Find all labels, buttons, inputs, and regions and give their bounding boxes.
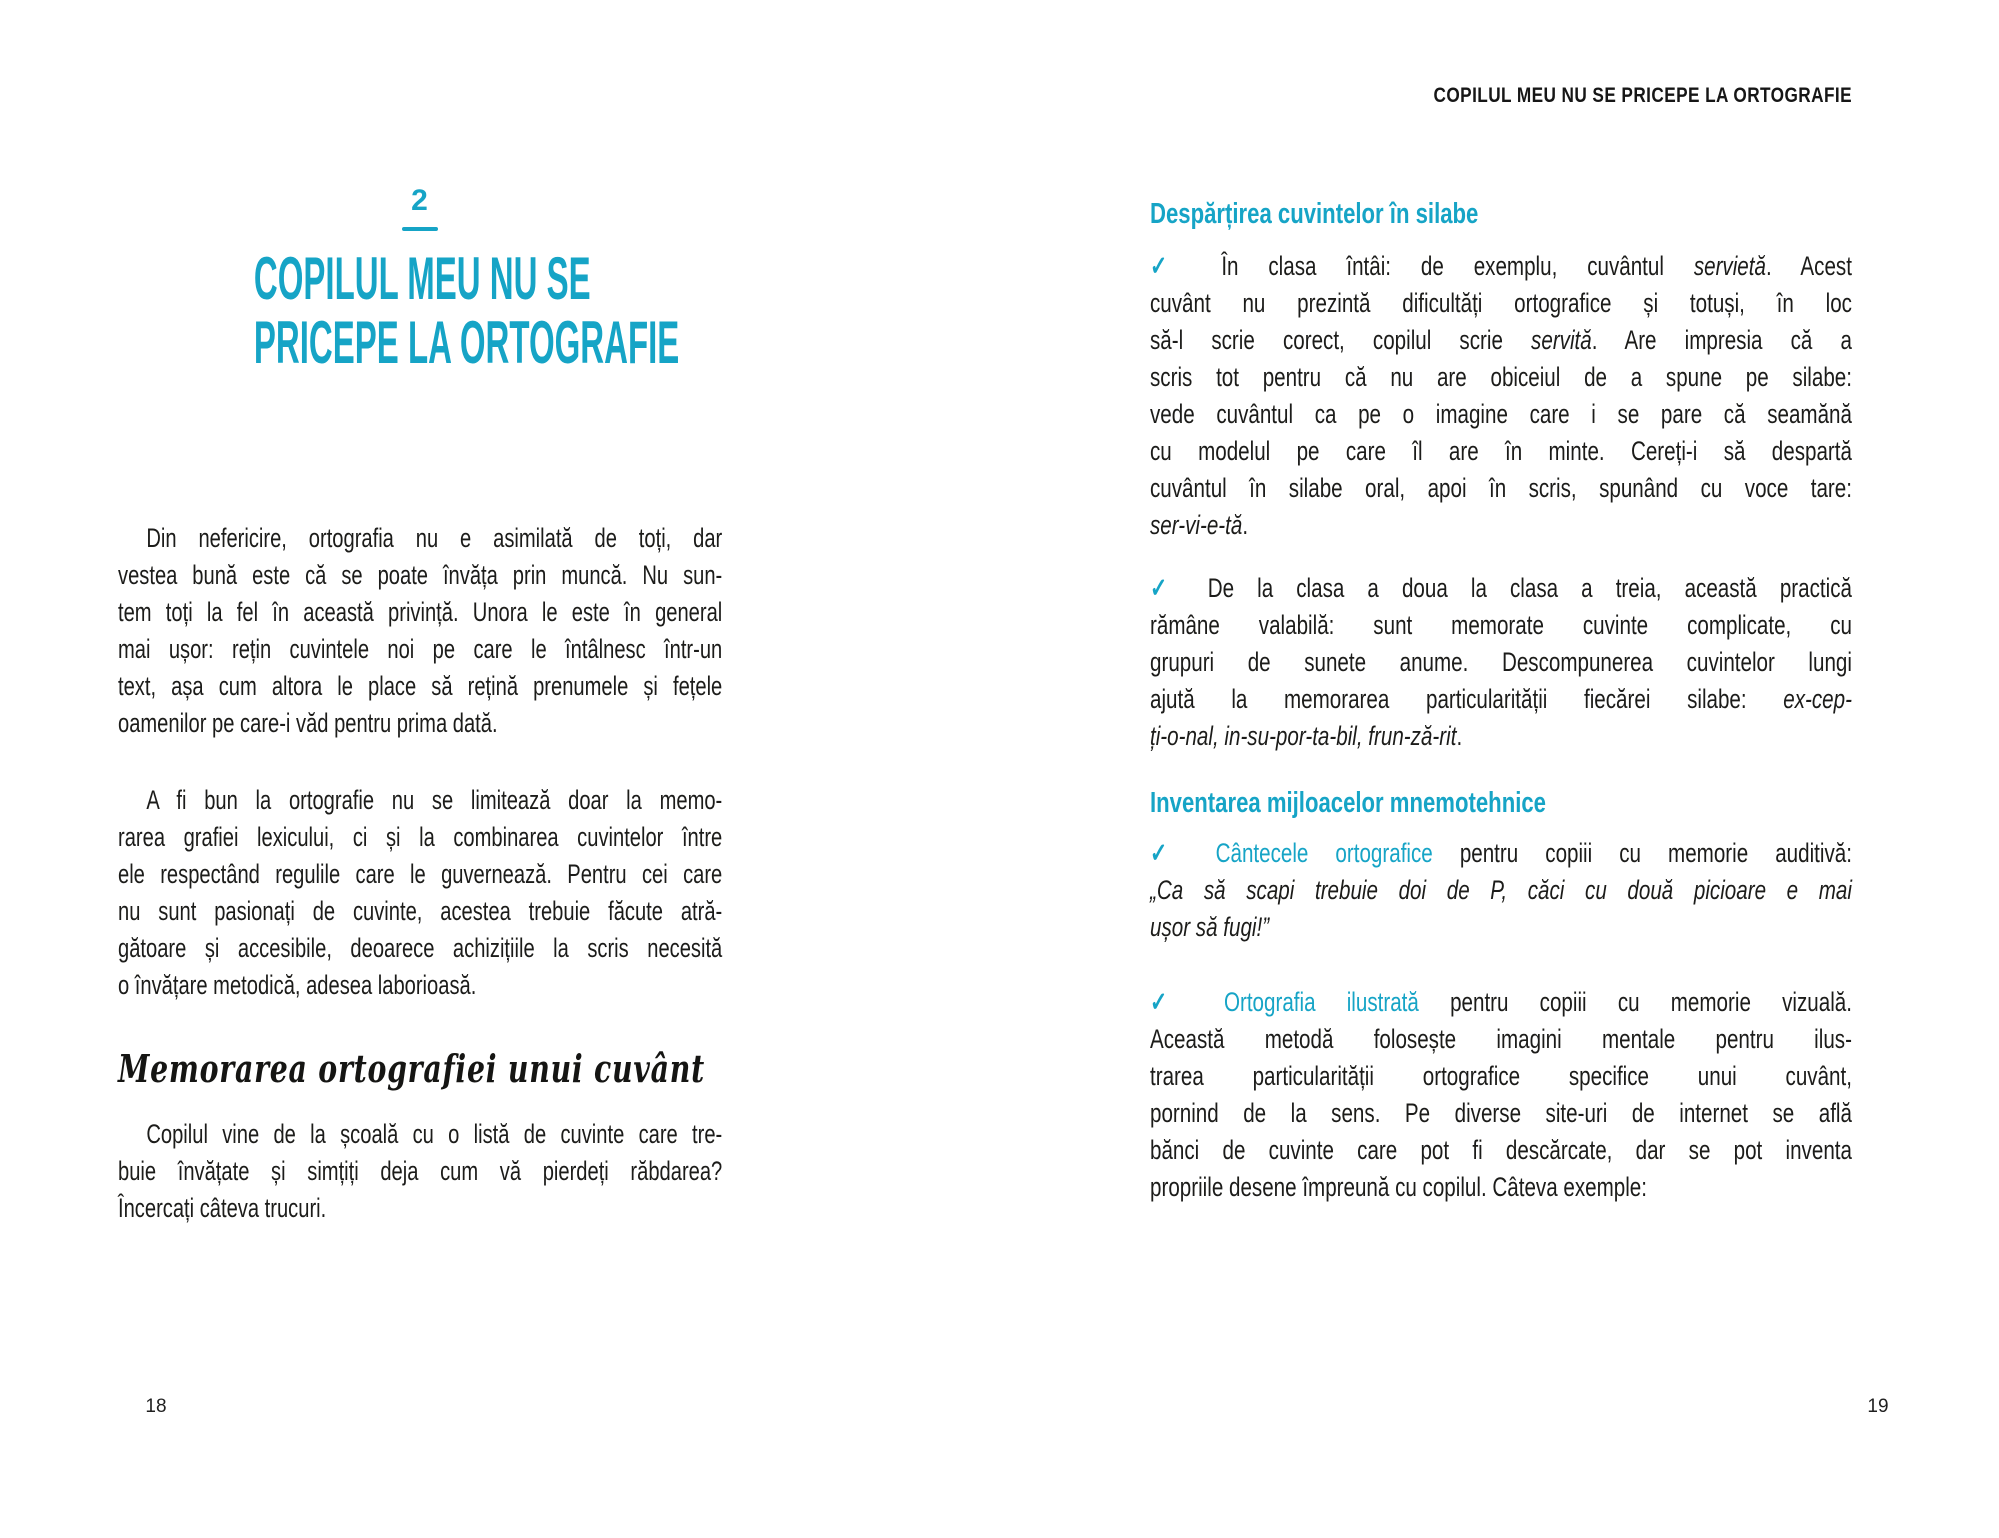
text-segment: . [1456, 721, 1463, 751]
text-segment: A fi bun la ortografie nu se limitează doar la memo- [146, 785, 723, 815]
text-segment: să-l scrie corect, copilul scrie [1150, 325, 1532, 355]
text-segment: De la clasa a doua la clasa a treia, această practică [1184, 573, 1852, 603]
text-segment: Copilul vine de la școală cu o listă de cuvinte care tre- [146, 1119, 723, 1149]
text-line [1150, 507, 1852, 544]
right-page-body [1150, 196, 1852, 1206]
chapter-number: 2 [411, 184, 429, 217]
paragraph [118, 1116, 722, 1227]
section-heading-syllables: Despărțirea cuvintelor în silabe [1150, 198, 1479, 230]
left-page-body [118, 520, 722, 1227]
text-segment: ser-vi-e-tă [1150, 510, 1243, 540]
text-segment: oamenilor pe care-i văd pentru prima dată. [118, 708, 498, 738]
paragraph [1150, 835, 1852, 946]
text-line [1150, 248, 1852, 285]
text-line [118, 1116, 722, 1153]
text-line [118, 668, 722, 705]
text-segment: pentru copiii cu memorie vizuală. [1418, 987, 1852, 1017]
check-icon: ✓ [1150, 573, 1185, 603]
text-segment: bănci de cuvinte care pot fi descărcate, dar se pot inventa [1150, 1135, 1852, 1165]
text-line [118, 782, 722, 819]
text-segment: grupuri de sunete anume. Descompunerea cuvintelor lungi [1150, 647, 1852, 677]
text-segment: ajută la memorarea particularității fiecărei silabe: [1150, 684, 1784, 714]
text-line [1150, 644, 1852, 681]
text-line [1150, 872, 1852, 909]
text-segment: Încercați câteva trucuri. [118, 1193, 327, 1223]
text-line [1150, 1169, 1852, 1206]
text-line [118, 967, 722, 1004]
text-line [1150, 285, 1852, 322]
text-line [1150, 322, 1852, 359]
text-line [1150, 984, 1852, 1021]
text-segment: „Ca să scapi trebuie doi de P, căci cu două picioare e mai [1150, 875, 1852, 905]
text-line [1150, 607, 1852, 644]
text-segment: . Acest [1765, 251, 1852, 281]
text-line [1150, 1132, 1852, 1169]
paragraph [118, 782, 722, 1004]
text-segment: ți-o-nal, in-su-por-ta-bil, frun-ză-rit [1150, 721, 1457, 751]
chapter-header [118, 185, 722, 375]
text-segment: vestea bună este că se poate învăța prin muncă. Nu sun- [118, 560, 723, 590]
text-line [1150, 1058, 1852, 1095]
text-line [118, 557, 722, 594]
text-line [118, 520, 722, 557]
text-segment: pornind de la sens. Pe diverse site-uri de internet se află [1150, 1098, 1852, 1128]
check-icon: ✓ [1150, 251, 1192, 281]
text-line [1150, 1021, 1852, 1058]
script-subheading: Memorarea ortografiei unui cuvânt [118, 1046, 705, 1091]
text-segment: ele respectând regulile care le guvernează. Pentru cei care [118, 859, 723, 889]
text-segment: scris tot pentru că nu are obiceiul de a spune pe silabe: [1150, 362, 1852, 392]
text-segment: pentru copiii cu memorie auditivă: [1432, 838, 1852, 868]
text-segment [1189, 838, 1216, 868]
text-segment: rarea grafiei lexicului, ci și la combinarea cuvintelor între [118, 822, 723, 852]
text-line [118, 856, 722, 893]
page-number-left: 18 [145, 1396, 167, 1417]
text-line [118, 930, 722, 967]
text-line [118, 819, 722, 856]
text-segment: ex-cep- [1783, 684, 1852, 714]
chapter-title-line-1: COPILUL MEU NU SE [253, 245, 591, 312]
text-line [1150, 1095, 1852, 1132]
text-segment: ușor să fugi!” [1150, 912, 1270, 942]
chapter-title-line-2: PRICEPE LA ORTOGRAFIE [253, 309, 680, 376]
text-segment: servietă [1693, 251, 1766, 281]
text-segment: o învățare metodică, adesea laborioasă. [118, 970, 477, 1000]
text-segment: Din nefericire, ortografia nu e asimilată de toți, dar [146, 523, 723, 553]
text-segment [1193, 987, 1224, 1017]
text-segment: Cântecele ortografice [1215, 838, 1433, 868]
text-segment: text, așa cum altora le place să rețină prenumele și fețele [118, 671, 723, 701]
paragraph [1150, 248, 1852, 544]
text-line [1150, 359, 1852, 396]
page-number-right: 19 [1867, 1396, 1889, 1417]
text-segment: tem toți la fel în această privință. Unora le este în general [118, 597, 723, 627]
text-segment: mai ușor: rețin cuvintele noi pe care le întâlnesc într-un [118, 634, 723, 664]
text-segment: rămâne valabilă: sunt memorate cuvinte complicate, cu [1150, 610, 1852, 640]
text-line [1150, 909, 1852, 946]
paragraph [118, 520, 722, 742]
chapter-underline-rule [402, 227, 438, 231]
text-segment: . Are impresia că a [1591, 325, 1852, 355]
text-line [1150, 718, 1852, 755]
text-line [118, 631, 722, 668]
text-segment: cu modelul pe care îl are în minte. Cereți-i să despartă [1150, 436, 1852, 466]
section-heading-mnemonics: Inventarea mijloacelor mnemotehnice [1150, 787, 1546, 819]
text-line [1150, 570, 1852, 607]
text-line [118, 594, 722, 631]
running-header: COPILUL MEU NU SE PRICEPE LA ORTOGRAFIE [1433, 84, 1852, 107]
paragraph [1150, 570, 1852, 755]
text-segment: propriile desene împreună cu copilul. Câteva exemple: [1150, 1172, 1647, 1202]
chapter-title [253, 245, 680, 376]
text-segment: vede cuvântul ca pe o imagine care i se pare că seamănă [1150, 399, 1852, 429]
text-segment: Această metodă folosește imagini mentale pentru ilus- [1150, 1024, 1852, 1054]
check-icon: ✓ [1150, 838, 1189, 868]
text-segment: cuvânt nu prezintă dificultăți ortografice și totuși, în loc [1150, 288, 1852, 318]
text-line [118, 893, 722, 930]
text-segment: cuvântul în silabe oral, apoi în scris, spunând cu voce tare: [1150, 473, 1852, 503]
paragraph [1150, 984, 1852, 1206]
text-line [1150, 433, 1852, 470]
text-segment: . [1242, 510, 1249, 540]
text-segment: Ortografia ilustrată [1223, 987, 1419, 1017]
text-line [1150, 396, 1852, 433]
check-icon: ✓ [1150, 987, 1193, 1017]
text-segment: În clasa întâi: de exemplu, cuvântul [1191, 251, 1694, 281]
text-line [1150, 470, 1852, 507]
text-segment: trarea particularității ortografice specifice unui cuvânt, [1150, 1061, 1852, 1091]
text-segment: gătoare și accesibile, deoarece achizițiile la scris necesită [118, 933, 723, 963]
text-line [1150, 681, 1852, 718]
text-line [1150, 835, 1852, 872]
text-line [118, 705, 722, 742]
text-segment: servită [1531, 325, 1592, 355]
text-segment: buie învățate și simțiți deja cum vă pierdeți răbdarea? [118, 1156, 723, 1186]
text-line [118, 1190, 722, 1227]
text-line [118, 1153, 722, 1190]
text-segment: nu sunt pasionați de cuvinte, acestea trebuie făcute atră- [118, 896, 723, 926]
